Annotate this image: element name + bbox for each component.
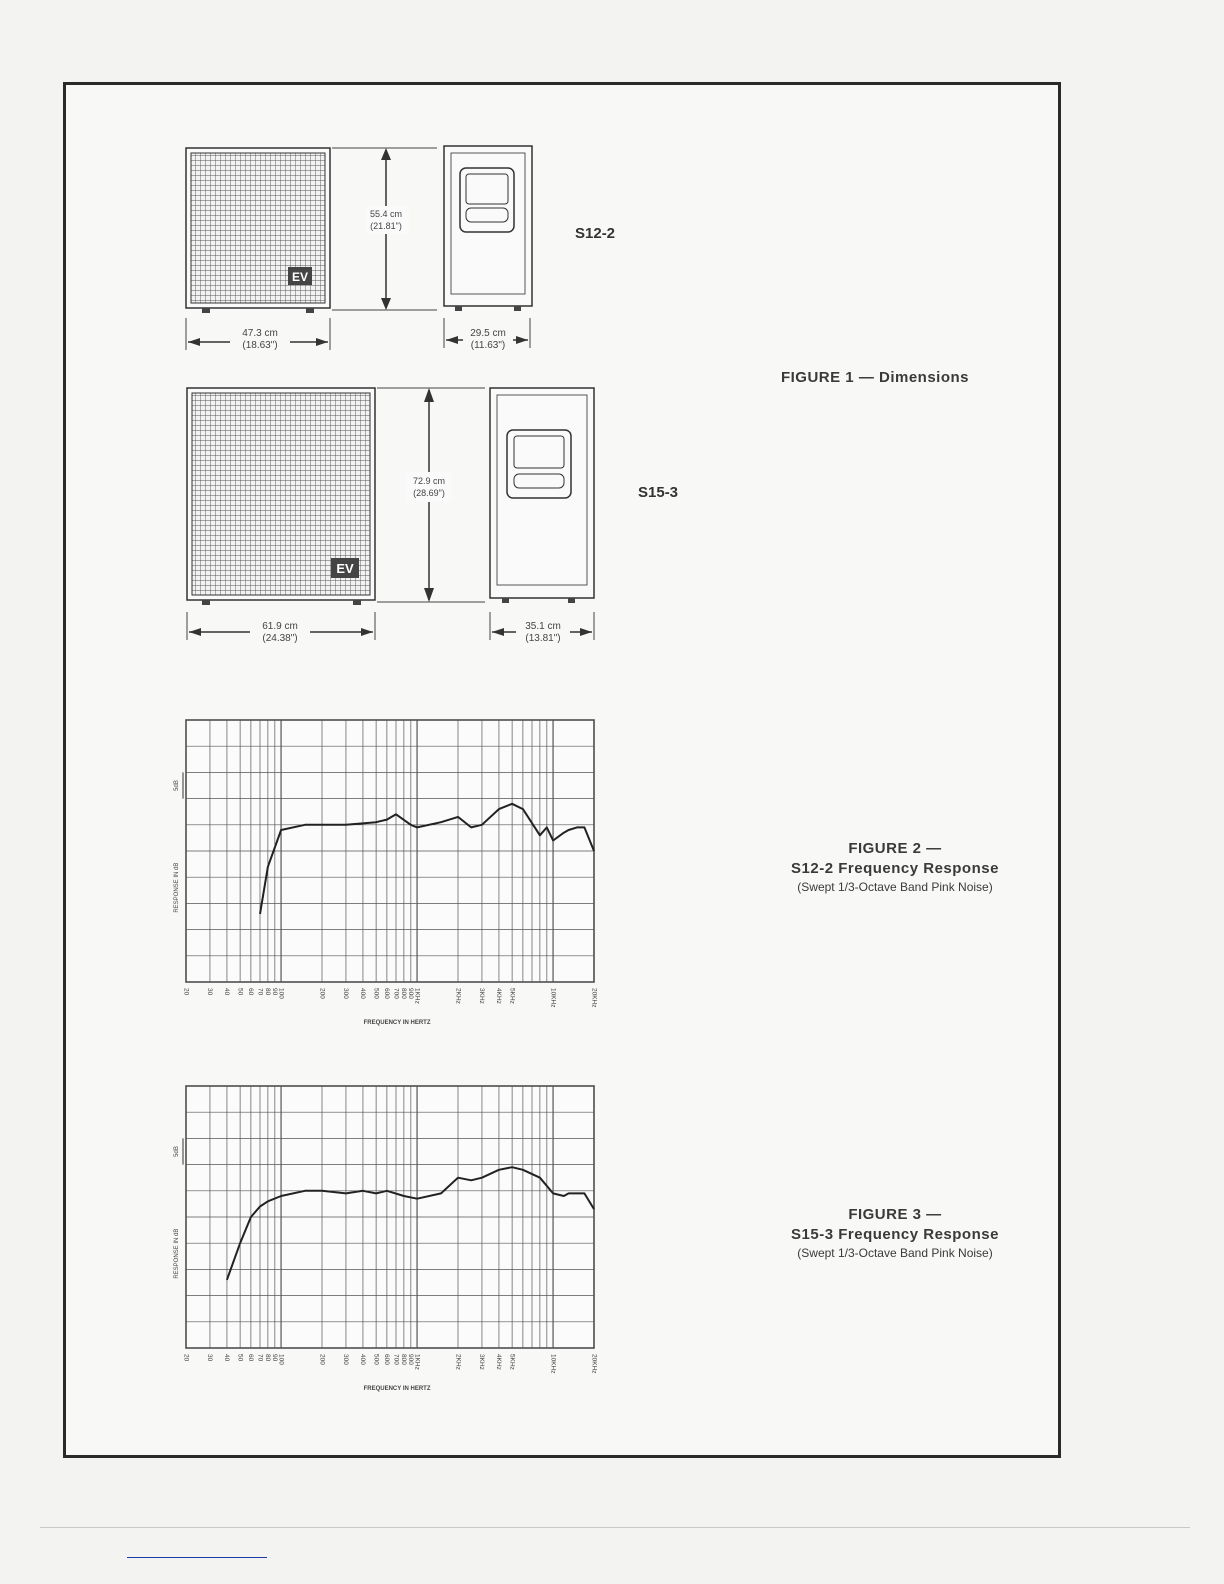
x-tick-label: 70 xyxy=(256,1354,264,1362)
s15-width-in: (24.38") xyxy=(262,633,298,644)
x-tick-label: 1KHz xyxy=(413,1354,421,1370)
x-tick-label: 50 xyxy=(236,988,244,996)
x-tick-label: 500 xyxy=(372,988,380,999)
figure3-caption-line2: S15-3 Frequency Response xyxy=(791,1226,999,1243)
x-tick-label: 100 xyxy=(277,1354,285,1365)
x-tick-label: 500 xyxy=(372,1354,380,1365)
x-tick-label: 700 xyxy=(392,988,400,999)
x-tick-label: 2KHz xyxy=(454,1354,462,1370)
x-tick-label: 30 xyxy=(206,1354,214,1362)
figure2-caption-line2: S12-2 Frequency Response xyxy=(791,860,999,877)
x-tick-label: 600 xyxy=(383,988,391,999)
x-tick-label: 900 xyxy=(407,1354,415,1365)
x-tick-label: 200 xyxy=(318,988,326,999)
x-tick-label: 300 xyxy=(342,1354,350,1365)
s15-logo: EV xyxy=(336,561,354,576)
s15-side-cabinet xyxy=(490,388,594,598)
s12-depth-cm: 29.5 cm xyxy=(470,328,506,339)
x-tick-label: 20KHz xyxy=(590,1354,598,1374)
x-tick-label: 20 xyxy=(182,1354,190,1362)
x-tick-label: 300 xyxy=(342,988,350,999)
x-tick-label: 400 xyxy=(359,988,367,999)
x-tick-label: 700 xyxy=(392,1354,400,1365)
x-tick-label: 3KHz xyxy=(478,988,486,1004)
s12-width-dims xyxy=(180,318,540,358)
s12-height-in: (21.81") xyxy=(370,221,402,231)
s12-model-label: S12-2 xyxy=(575,225,616,242)
s15-response-chart xyxy=(170,1076,610,1401)
s12-front-foot-right xyxy=(306,308,314,313)
chart-grid xyxy=(186,720,594,982)
footer-rule xyxy=(40,1527,1190,1528)
s15-height-in: (28.69") xyxy=(413,488,445,498)
x-tick-label: 4KHz xyxy=(495,1354,503,1370)
x-tick-label: 40 xyxy=(223,1354,231,1362)
x-tick-label: 80 xyxy=(264,1354,272,1362)
figure2-caption xyxy=(760,840,1030,894)
x-tick-label: 800 xyxy=(400,1354,408,1365)
x-tick-label: 1KHz xyxy=(413,988,421,1004)
x-tick-label: 70 xyxy=(256,988,264,996)
s15-width-dims xyxy=(180,612,600,652)
s15-drawing xyxy=(180,380,610,610)
figure3-caption xyxy=(755,1206,1035,1260)
footer-underline xyxy=(127,1557,267,1558)
scale-label: 5dB xyxy=(174,1146,180,1157)
x-tick-label: 10KHz xyxy=(549,1354,557,1374)
y-axis-label: RESPONSE IN dB xyxy=(174,862,180,913)
s12-side-cabinet xyxy=(444,146,532,306)
figure2-caption-line1: FIGURE 2 — xyxy=(848,840,942,857)
x-tick-label: 90 xyxy=(271,1354,279,1362)
x-tick-label: 60 xyxy=(247,1354,255,1362)
x-axis-label: FREQUENCY IN HERTZ xyxy=(363,1020,431,1026)
figure1-caption-title: FIGURE 1 — Dimensions xyxy=(780,369,970,386)
s15-depth-cm: 35.1 cm xyxy=(525,621,561,632)
s15-width-cm: 61.9 cm xyxy=(262,621,298,632)
s12-logo: EV xyxy=(291,270,309,284)
figure1-caption xyxy=(760,369,990,386)
x-tick-label: 100 xyxy=(277,988,285,999)
x-tick-label: 900 xyxy=(407,988,415,999)
figure3-caption-line1: FIGURE 3 — xyxy=(848,1206,942,1223)
x-tick-label: 800 xyxy=(400,988,408,999)
s15-height-cm: 72.9 cm xyxy=(412,476,446,486)
x-tick-label: 3KHz xyxy=(478,1354,486,1370)
s12-depth-in: (11.63") xyxy=(470,340,506,351)
s12-front-foot-left xyxy=(202,308,210,313)
y-axis-label: RESPONSE IN dB xyxy=(174,1228,180,1279)
x-tick-label: 10KHz xyxy=(549,988,557,1008)
x-tick-label: 90 xyxy=(271,988,279,996)
x-tick-label: 20 xyxy=(182,988,190,996)
s15-model-label: S15-3 xyxy=(638,484,679,501)
s12-response-chart xyxy=(170,710,610,1030)
s15-depth-in: (13.81") xyxy=(525,633,561,644)
x-tick-label: 2KHz xyxy=(454,988,462,1004)
x-tick-label: 60 xyxy=(247,988,255,996)
figure3-caption-line3: (Swept 1/3-Octave Band Pink Noise) xyxy=(797,1246,993,1260)
x-tick-label: 200 xyxy=(318,1354,326,1365)
s12-width-cm: 47.3 cm xyxy=(242,328,278,339)
figure2-caption-line3: (Swept 1/3-Octave Band Pink Noise) xyxy=(797,880,993,894)
x-tick-label: 5KHz xyxy=(508,1354,516,1370)
x-tick-label: 80 xyxy=(264,988,272,996)
s12-height-cm: 55.4 cm xyxy=(369,209,403,219)
x-tick-label: 40 xyxy=(223,988,231,996)
scale-label: 5dB xyxy=(174,780,180,791)
x-tick-label: 600 xyxy=(383,1354,391,1365)
x-tick-label: 30 xyxy=(206,988,214,996)
s12-width-in: (18.63") xyxy=(242,340,278,351)
x-tick-label: 4KHz xyxy=(495,988,503,1004)
x-tick-label: 5KHz xyxy=(508,988,516,1004)
x-tick-label: 50 xyxy=(236,1354,244,1362)
chart-grid xyxy=(186,1086,594,1348)
x-tick-label: 20KHz xyxy=(590,988,598,1008)
x-tick-label: 400 xyxy=(359,1354,367,1365)
x-axis-label: FREQUENCY IN HERTZ xyxy=(363,1386,431,1392)
